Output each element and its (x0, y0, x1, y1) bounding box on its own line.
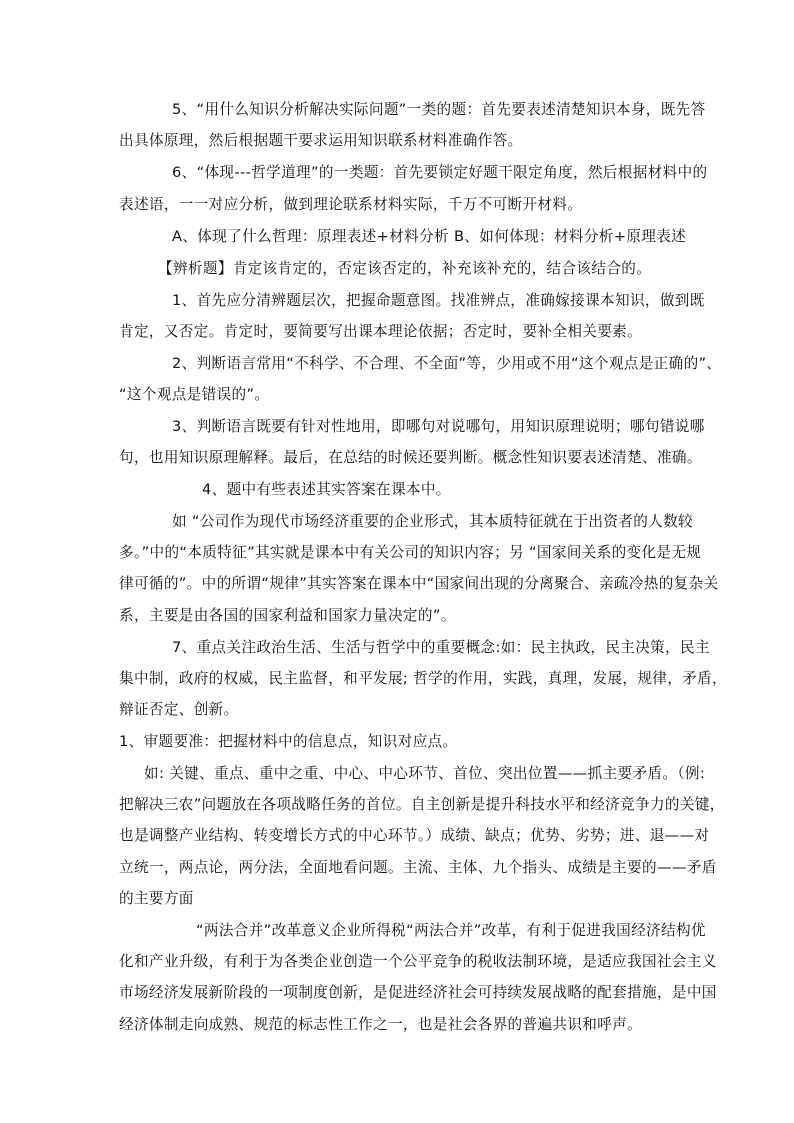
text-line: “这个观点是错误的”。 (119, 386, 270, 403)
text-line: 把解决三农”问题放在各项战略任务的首位。自主创新是提升科技水平和经济竞争力的关键， (119, 796, 725, 813)
text-line: 集中制，政府的权威，民主监督，和平发展; 哲学的作用，实践，真理，发展，规律，矛盾， (119, 670, 728, 687)
text-line: 7、重点关注政治生活、生活与哲学中的重要概念:如：民主执政，民主决策，民主 (172, 639, 710, 656)
text-line: 立统一，两点论，两分法，全面地看问题。主流、主体、九个指头、成绩是主要的——矛盾 (119, 859, 717, 876)
text-line: A、体现了什么哲理：原理表述+材料分析 B、如何体现：材料分析+原理表述 (172, 228, 687, 245)
text-line: 句，也用知识原理解释。最后，在总结的时候还要判断。概念性知识要表述清楚、准确。 (119, 449, 702, 466)
text-line: 如 “公司作为现代市场经济重要的企业形式，其本质特征就在于出资者的人数较 (172, 513, 693, 530)
text-line: 1、首先应分清辨题层次，把握命题意图。找准辨点，准确嫁接课本知识，做到既 (172, 292, 705, 309)
text-line: 经济体制走向成熟、规范的标志性工作之一，也是社会各界的普遍共识和呼声。 (119, 1016, 643, 1033)
text-line: 也是调整产业结构、转变增长方式的中心环节。）成绩、缺点；优势、劣势；进、退——对 (119, 827, 710, 844)
text-line: 多。”中的“本质特征”其实就是课本中有关公司的知识内容；另 “国家间关系的变化是无规 (119, 544, 702, 561)
text-line: 辩证否定、创新。 (119, 701, 239, 718)
text-line: 的主要方面 (119, 890, 194, 907)
text-line: 系，主要是由各国的国家利益和国家力量决定的”。 (119, 607, 456, 624)
text-line: 化和产业升级，有利于为各类企业创造一个公平竞争的税收法制环境，是适应我国社会主义 (119, 953, 717, 970)
text-line: 5、“用什么知识分析解决实际问题”一类的题：首先要表述清楚知识本身，既先答 (172, 101, 706, 118)
text-line: 【辨析题】肯定该肯定的，否定该否定的，补充该补充的，结合该结合的。 (158, 260, 652, 277)
text-line: “两法合并”改革意义企业所得税“两法合并”改革，有利于促进我国经济结构优 (196, 922, 706, 939)
text-line: 1、审题要准：把握材料中的信息点，知识对应点。 (119, 733, 458, 750)
text-line: 表述语，一一对应分析，做到理论联系材料实际，千万不可断开材料。 (119, 196, 583, 213)
text-line: 出具体原理，然后根据题干要求运用知识联系材料准确作答。 (119, 132, 523, 149)
text-line: 肯定，又否定。肯定时，要简要写出课本理论依据；否定时，要补全相关要素。 (119, 323, 643, 340)
text-line: 市场经济发展新阶段的一项制度创新，是促进经济社会可持续发展战略的配套措施，是中国 (119, 984, 717, 1001)
text-line: 6、“体现---哲学道理”的一类题：首先要锁定好题干限定角度，然后根据材料中的 (172, 164, 708, 181)
text-line: 3、判断语言既要有针对性地用，即哪句对说哪句，用知识原理说明；哪句错说哪 (172, 418, 705, 435)
text-line: 如: 关键、重点、重中之重、中心、中心环节、首位、突出位置——抓主要矛盾。（例: (144, 765, 706, 782)
text-line: 律可循的”。中的所谓“规律”其实答案在课本中“国家间出现的分离聚合、亲疏冷热的复杂关 (119, 575, 719, 592)
text-line: 4、题中有些表述其实答案在课本中。 (202, 481, 451, 498)
text-line: 2、判断语言常用“不科学、不合理、不全面”等，少用或不用“这个观点是正确的”、 (172, 355, 722, 372)
